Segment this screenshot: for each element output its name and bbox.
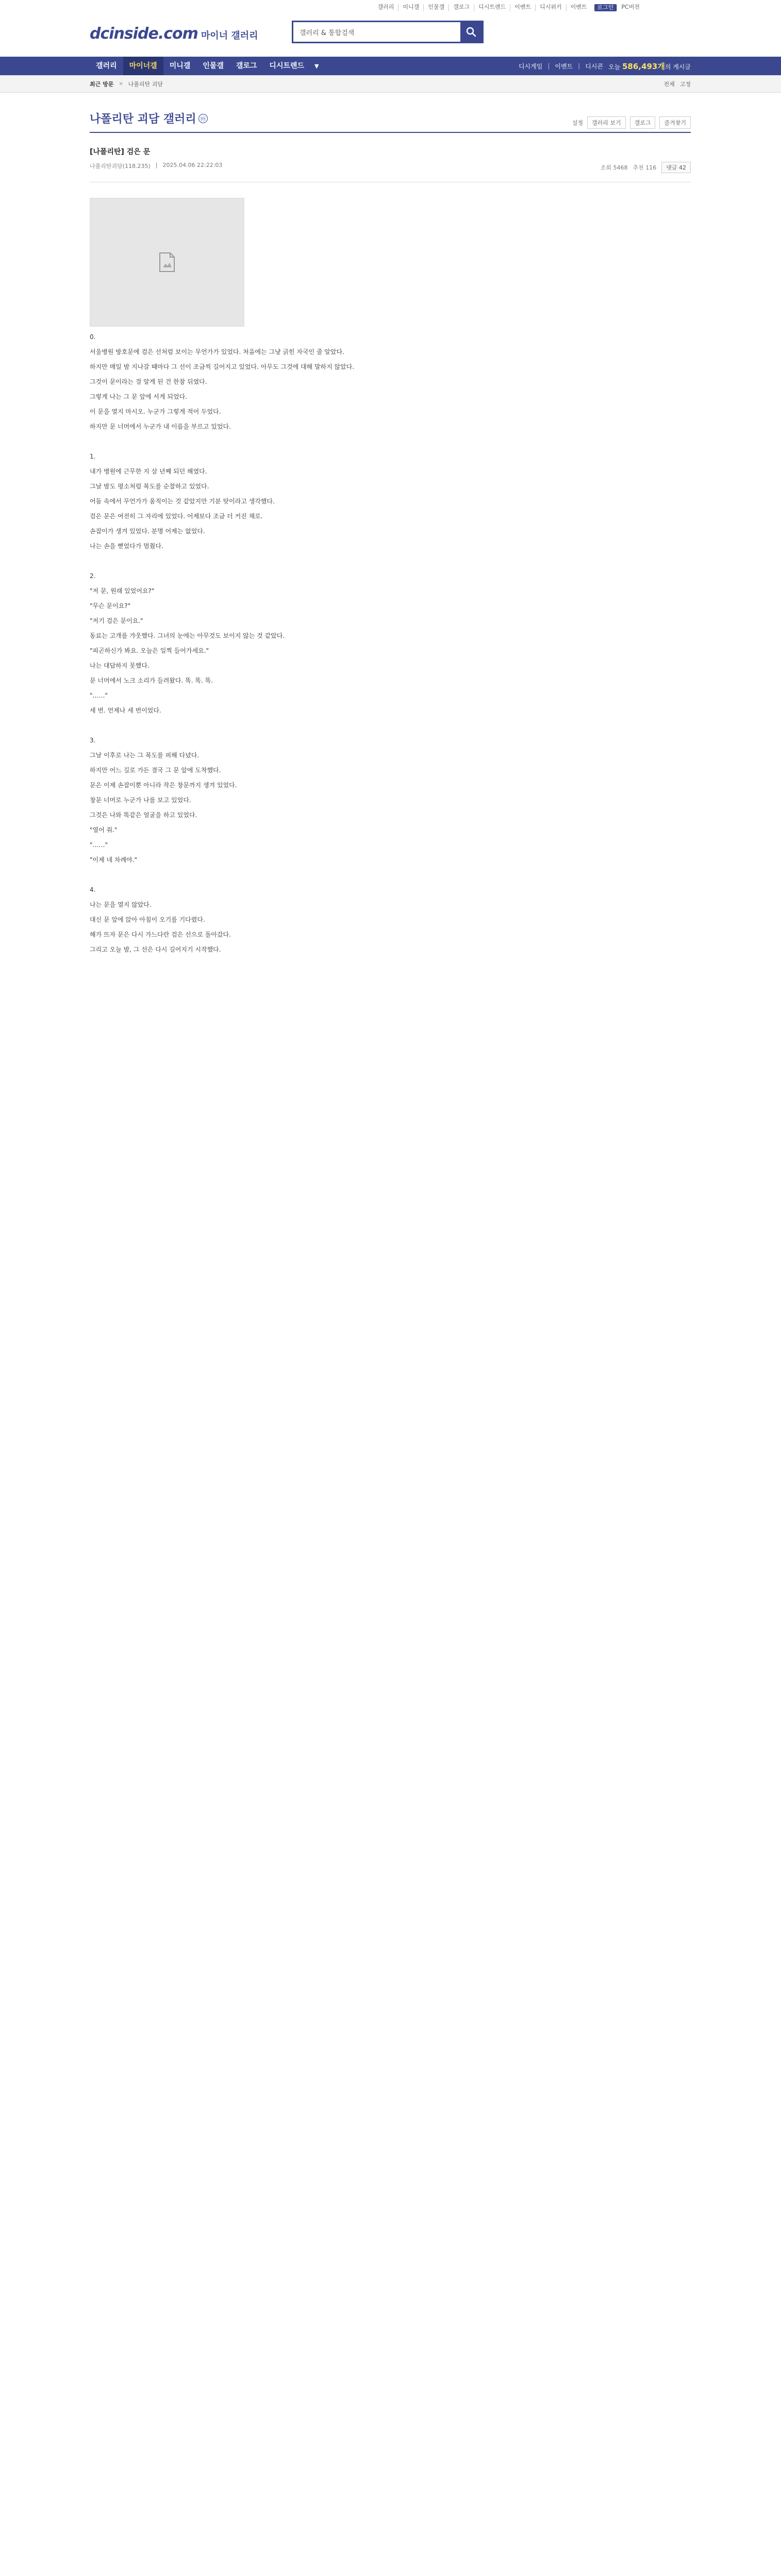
- post-paragraph: 내가 병원에 근무한 지 삼 년째 되던 해였다.: [90, 468, 207, 475]
- post-paragraph: 손잡이가 생겨 있었다. 분명 어제는 없었다.: [90, 528, 205, 535]
- gallery-header: [90, 93, 691, 133]
- visit-close-icon[interactable]: ✕: [119, 81, 123, 87]
- visit-all-button[interactable]: 전체: [663, 81, 675, 88]
- post-paragraph: "저기 검은 문이요.": [90, 617, 143, 624]
- post-paragraph: 그렇게 나는 그 문 앞에 서게 되었다.: [90, 393, 187, 400]
- nav-person-gallery[interactable]: 인물갤: [203, 62, 224, 70]
- post-paragraph: 대신 문 앞에 앉아 아침이 오기를 기다렸다.: [90, 916, 205, 923]
- util-link-wiki[interactable]: 디시위키: [535, 4, 566, 11]
- post-paragraph: 어둠 속에서 무언가가 움직이는 것 같았지만 기분 탓이라고 생각했다.: [90, 498, 275, 505]
- visit-history-item[interactable]: 나폴리탄 괴담: [128, 81, 163, 88]
- post-recommend: 추천 116: [633, 164, 657, 171]
- post-paragraph: 그날 밤도 평소처럼 복도를 순찰하고 있었다.: [90, 483, 209, 490]
- logo-main-text: dcinside.com: [90, 25, 198, 43]
- post-paragraph: "열어 줘.": [90, 826, 118, 834]
- login-button[interactable]: 로그인: [594, 4, 617, 11]
- util-link-mini[interactable]: 미니갤: [398, 4, 423, 11]
- post-paragraph: "이제 네 차례야.": [90, 856, 138, 863]
- nav-right-event[interactable]: 이벤트: [555, 62, 573, 70]
- visit-history-bar: [0, 75, 781, 93]
- util-link-trend[interactable]: 디시트렌드: [474, 4, 510, 11]
- post-paragraph: 하지만 매일 밤 지나갈 때마다 그 선이 조금씩 길어지고 있었다. 아무도 그것에 대해 말하지 않았다.: [90, 363, 355, 370]
- util-link-event[interactable]: 이벤트: [510, 4, 535, 11]
- post-paragraph: 그것은 나와 똑같은 얼굴을 하고 있었다.: [90, 811, 197, 819]
- favorite-button[interactable]: 즐겨찾기: [659, 116, 691, 129]
- post-paragraph: 해가 뜨자 문은 다시 가느다란 검은 선으로 돌아갔다.: [90, 931, 231, 938]
- util-link-pc[interactable]: PC버전: [617, 4, 644, 11]
- search-input[interactable]: [293, 22, 460, 42]
- post-paragraph: 문 너머에서 노크 소리가 들려왔다. 똑. 똑. 똑.: [90, 677, 213, 684]
- nav-mini-gallery[interactable]: 미니갤: [169, 62, 191, 70]
- post-paragraphs: [90, 334, 621, 953]
- post-paragraph: 이 문을 열지 마시오. 누군가 그렇게 적어 두었다.: [90, 408, 221, 415]
- post-paragraph: 하지만 어느 길로 가든 결국 그 문 앞에 도착했다.: [90, 767, 221, 774]
- util-link-gallog[interactable]: 갤로그: [448, 4, 474, 11]
- visit-history-label: 최근 방문: [90, 81, 114, 88]
- post-paragraph: 검은 문은 여전히 그 자리에 있었다. 어제보다 조금 더 커진 채로.: [90, 513, 263, 520]
- search-button[interactable]: [460, 22, 482, 42]
- gallery-title[interactable]: 나폴리탄 괴담 갤러리 ⓜ: [90, 110, 208, 126]
- logo-sub-text: 마이너 갤러리: [201, 30, 258, 41]
- post-paragraph: [90, 438, 621, 445]
- post-paragraph: 서울병원 방호문에 검은 선처럼 보이는 무언가가 있었다. 처음에는 그냥 긁힌 자국인 줄 알았다.: [90, 348, 344, 355]
- visit-pin-button[interactable]: 고정: [679, 81, 691, 88]
- gallog-button[interactable]: 갤로그: [630, 116, 656, 129]
- post-paragraph: "……": [90, 841, 108, 849]
- post-divider: |: [155, 162, 158, 168]
- post-title: [나폴리탄] 검은 문: [90, 148, 151, 156]
- utility-bar: [0, 0, 781, 13]
- util-link-gallery[interactable]: 갤러리: [377, 4, 394, 10]
- utility-links: [374, 4, 644, 11]
- gallery-view-button[interactable]: 갤러리 보기: [587, 116, 626, 129]
- post-paragraph: 그리고 오늘 밤, 그 선은 다시 길어지기 시작했다.: [90, 946, 221, 953]
- post-paragraph: 창문 너머로 누군가 나를 보고 있었다.: [90, 796, 191, 804]
- post-paragraph: [90, 722, 621, 729]
- post-paragraph: 0.: [90, 333, 96, 341]
- nav-minor-gallery[interactable]: 마이너갤: [123, 57, 163, 75]
- nav-gallog[interactable]: 갤로그: [236, 62, 257, 70]
- post-paragraph: "저 문, 원래 있었어요?": [90, 587, 155, 595]
- post-paragraph: 하지만 문 너머에서 누군가 내 이름을 부르고 있었다.: [90, 423, 231, 430]
- main-nav: [0, 57, 781, 75]
- post-paragraph: 세 번. 언제나 세 번이었다.: [90, 707, 161, 714]
- post-stats: [601, 162, 691, 173]
- post-paragraph: [90, 558, 621, 565]
- nav-more-chevron-icon[interactable]: ▼: [314, 62, 319, 70]
- broken-image-icon: [158, 252, 176, 273]
- post-views: 조회 5468: [600, 164, 628, 171]
- site-logo[interactable]: [90, 25, 258, 43]
- post-paragraph: 2.: [90, 572, 96, 580]
- post-body: [90, 182, 621, 953]
- comment-count-button[interactable]: 댓글 42: [661, 162, 691, 173]
- post-paragraph: 나는 대답하지 못했다.: [90, 662, 149, 669]
- post-paragraph: 3.: [90, 737, 96, 744]
- post-paragraph: 그날 이후로 나는 그 복도를 피해 다녔다.: [90, 752, 200, 759]
- post-header: [90, 133, 691, 182]
- main-content: [90, 93, 691, 961]
- post-paragraph: 1.: [90, 453, 96, 460]
- util-link-person[interactable]: 인물갤: [423, 4, 448, 11]
- post-paragraph: 나는 손을 뻗었다가 멈췄다.: [90, 543, 163, 550]
- nav-right-game[interactable]: 디시게임: [518, 62, 543, 70]
- site-header: [0, 13, 781, 57]
- nav-gallery[interactable]: 갤러리: [96, 62, 117, 70]
- search-icon: [466, 27, 476, 37]
- post-paragraph: 동료는 고개를 갸웃했다. 그녀의 눈에는 아무것도 보이지 않는 것 같았다.: [90, 632, 285, 639]
- post-paragraph: 그것이 문이라는 걸 알게 된 건 한참 뒤였다.: [90, 378, 207, 385]
- nav-right: 디시게임 | 이벤트 | 디시콘 오늘 586,493개의 게시글: [518, 61, 691, 71]
- gallery-settings-button[interactable]: 설정: [572, 120, 583, 126]
- post-paragraph: [90, 872, 621, 878]
- post-date: 2025.04.06 22:22:03: [162, 162, 223, 168]
- minor-badge-icon: ⓜ: [198, 114, 208, 123]
- post-author[interactable]: 나폴리탄괴담(118.235): [90, 163, 151, 170]
- search-box: [292, 21, 484, 43]
- post-meta: [90, 162, 222, 170]
- post-paragraph: 나는 문을 열지 않았다.: [90, 901, 152, 908]
- post-paragraph: 4.: [90, 886, 96, 893]
- post-paragraph: "피곤하신가 봐요. 오늘은 일찍 들어가세요.": [90, 647, 209, 654]
- post-paragraph: "……": [90, 692, 108, 699]
- nav-right-dccon[interactable]: 디시콘: [585, 62, 603, 70]
- today-post-count: 오늘 586,493개의 게시글: [608, 61, 691, 71]
- gallery-tools: [572, 116, 691, 129]
- nav-trend[interactable]: 디시트렌드: [269, 62, 305, 70]
- post-paragraph: "무슨 문이요?": [90, 602, 131, 609]
- util-link-event2[interactable]: 이벤트: [566, 4, 591, 11]
- post-image-placeholder[interactable]: [90, 198, 244, 327]
- post-paragraph: 문은 이제 손잡이뿐 아니라 작은 창문까지 생겨 있었다.: [90, 782, 237, 789]
